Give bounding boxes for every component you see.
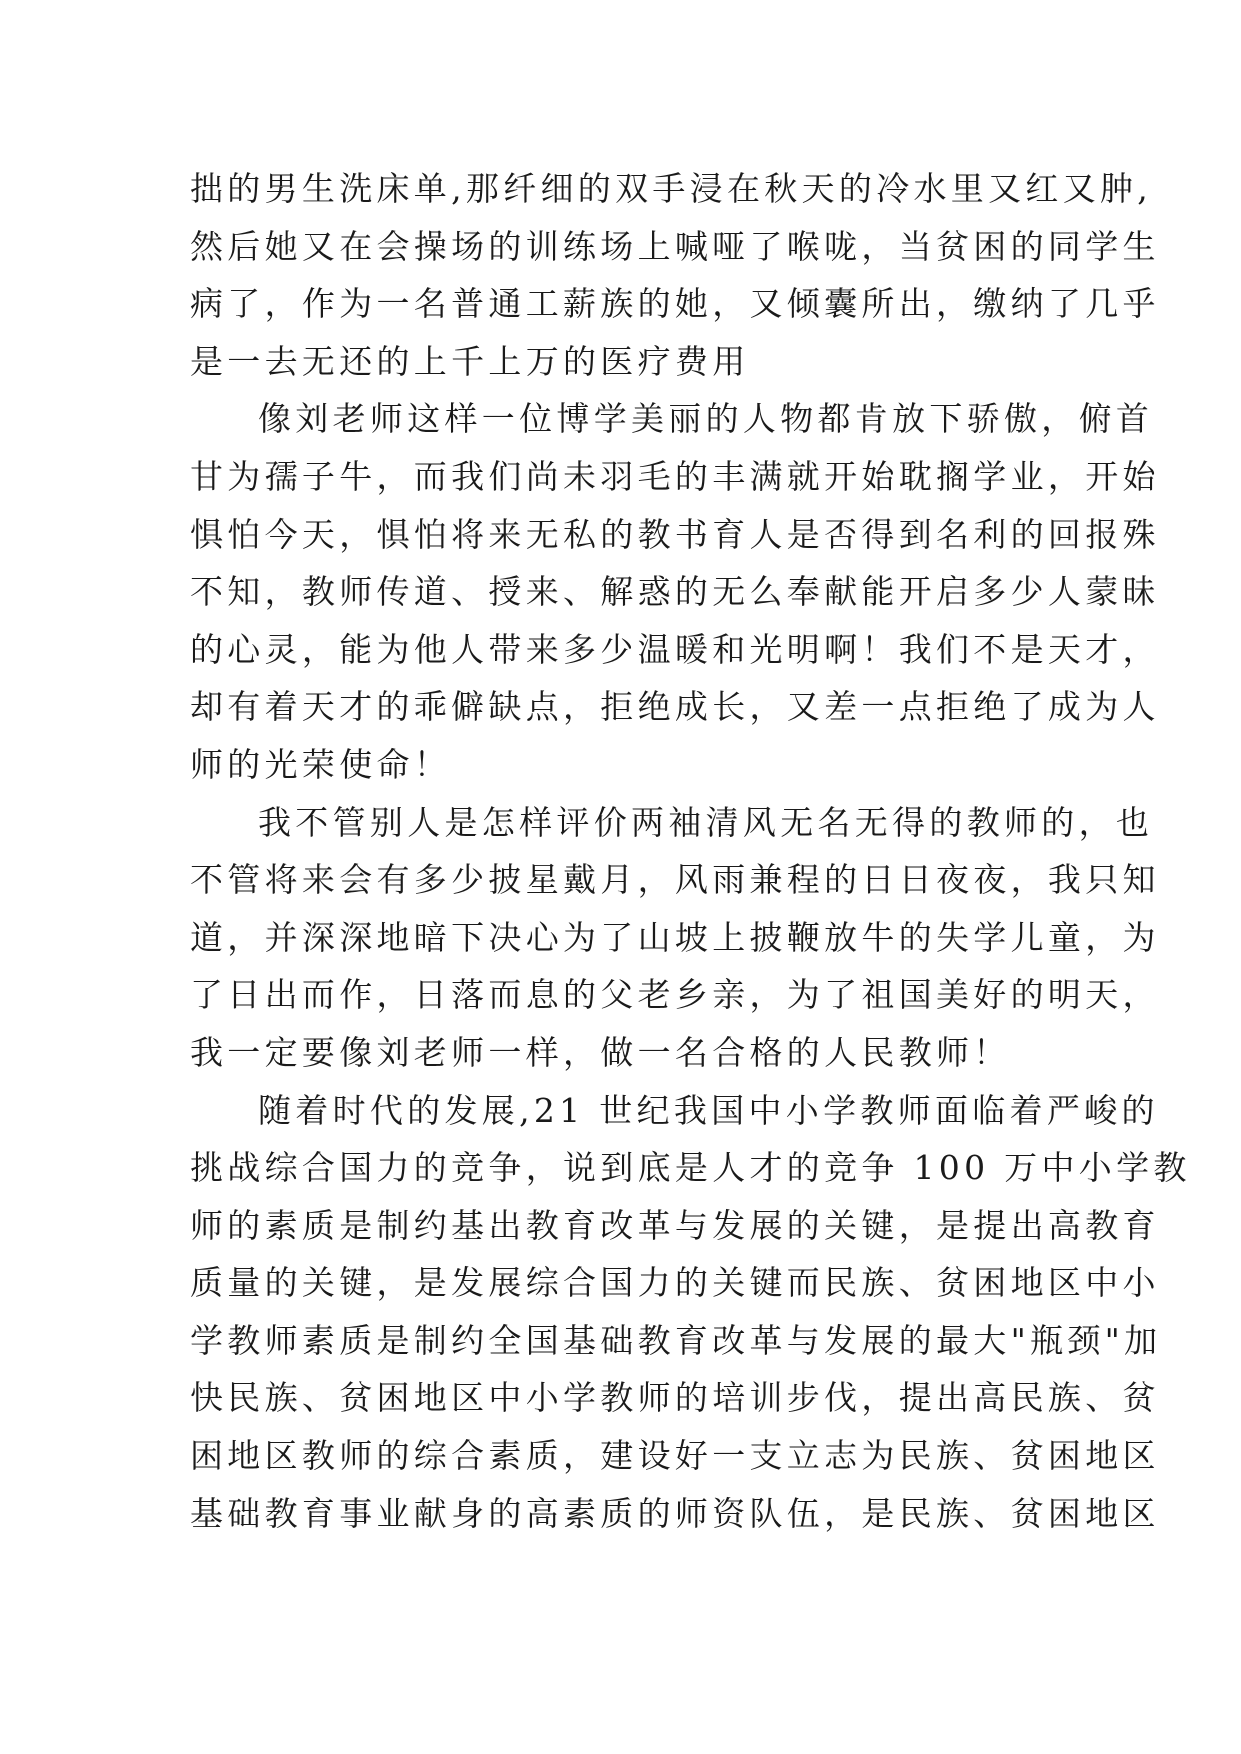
paragraph-first-line: 像刘老师这样一位博学美丽的人物都肯放下骄傲，俯首 [258, 399, 1154, 439]
text-line: 惧怕今天，惧怕将来无私的教书育人是否得到名利的回报殊 [190, 514, 1160, 554]
text-line: 我一定要像刘老师一样，做一名合格的人民教师！ [190, 1032, 1011, 1072]
text-line: 挑战综合国力的竞争，说到底是人才的竞争 100 万中小学教 [190, 1148, 1191, 1188]
text-line: 基础教育事业献身的高素质的师资队伍，是民族、贫困地区 [190, 1493, 1160, 1533]
text-line: 师的光荣使命！ [190, 744, 452, 784]
text-line: 学教师素质是制约全国基础教育改革与发展的最大"瓶颈"加 [190, 1320, 1162, 1360]
text-line: 了日出而作，日落而息的父老乡亲，为了祖国美好的明天， [190, 975, 1160, 1015]
text-line: 困地区教师的综合素质，建设好一支立志为民族、贫困地区 [190, 1436, 1160, 1476]
text-line: 不知，教师传道、授来、解惑的无么奉献能开启多少人蒙昧 [190, 572, 1160, 612]
text-line: 拙的男生洗床单,那纤细的双手浸在秋天的冷水里又红又肿, [190, 169, 1153, 208]
text-line: 师的素质是制约基出教育改革与发展的关键，是提出高教育 [190, 1205, 1160, 1245]
paragraph-first-line: 我不管别人是怎样评价两袖清风无名无得的教师的，也 [258, 802, 1154, 842]
text-line: 是一去无还的上千上万的医疗费用 [190, 341, 750, 381]
body-text [190, 160, 1191, 1542]
text-line: 不管将来会有多少披星戴月，风雨兼程的日日夜夜，我只知 [190, 860, 1160, 900]
text-line: 却有着天才的乖僻缺点，拒绝成长，又差一点拒绝了成为人 [190, 687, 1160, 727]
text-line: 的心灵，能为他人带来多少温暖和光明啊！我们不是天才， [190, 629, 1160, 669]
text-line: 道，并深深地暗下决心为了山坡上披鞭放牛的失学儿童，为 [190, 917, 1160, 957]
text-line: 快民族、贫困地区中小学教师的培训步伐，提出高民族、贫 [190, 1378, 1160, 1418]
text-line: 质量的关键，是发展综合国力的关键而民族、贫困地区中小 [190, 1263, 1160, 1303]
text-line: 甘为孺子牛，而我们尚未羽毛的丰满就开始耽搁学业，开始 [190, 456, 1160, 496]
paragraph-first-line: 随着时代的发展,21 世纪我国中小学教师面临着严峻的 [258, 1090, 1159, 1130]
text-line: 然后她又在会操场的训练场上喊哑了喉咙，当贫困的同学生 [190, 226, 1160, 266]
text-line: 病了，作为一名普通工薪族的她，又倾囊所出，缴纳了几乎 [190, 284, 1160, 324]
